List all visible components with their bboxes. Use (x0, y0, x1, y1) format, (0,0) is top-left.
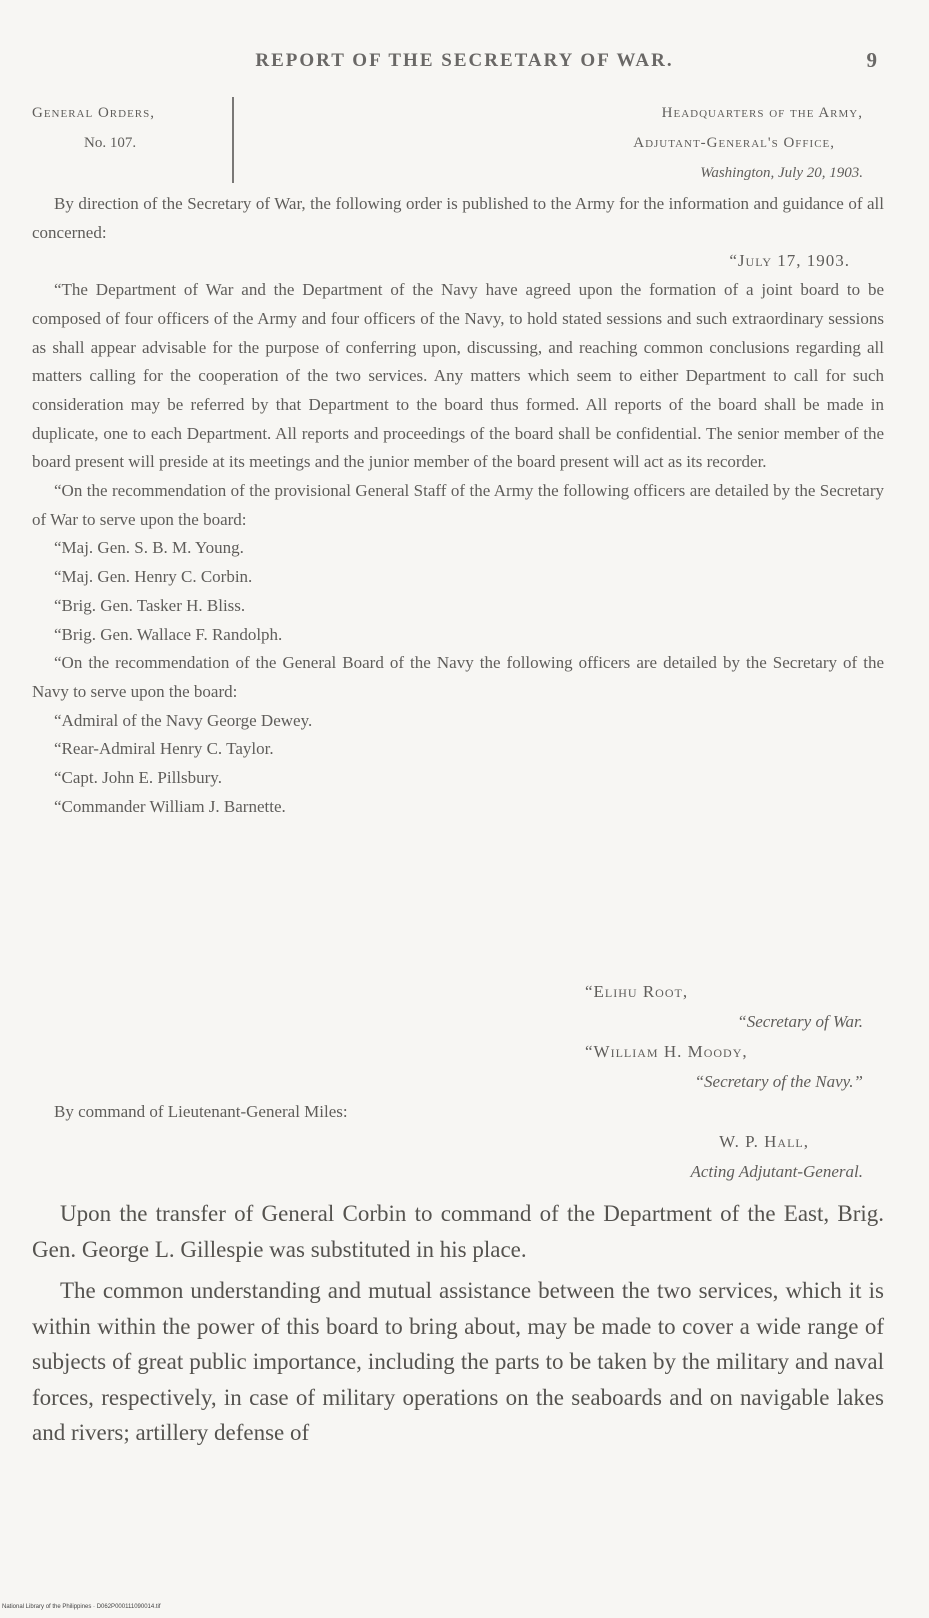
brace-divider (224, 97, 234, 183)
headquarters-block (633, 98, 863, 188)
order-label-block (32, 98, 155, 158)
report-body (32, 1196, 884, 1457)
running-head: REPORT OF THE SECRETARY OF WAR. (255, 50, 674, 71)
body-paragraph-2: The common understanding and mutual assistance between the two services, which it is within within the power of this board to bring about, may be made to cover a wide range of subjects of great public importance, including the parts to be taken by the military and naval forces, respectively, in case of military operations on the seaboards and on navigable lakes and rivers; artillery defense of (32, 1278, 884, 1445)
order-number: No. 107. (84, 135, 137, 151)
order-paragraph-2: “On the recommendation of the provisional General Staff of the Army the following officers are detailed by the Secretary of War to serve upon the board: (32, 481, 884, 529)
army-officer-item: “Brig. Gen. Wallace F. Randolph. (54, 624, 283, 644)
letter-date: “July 17, 1903. (729, 251, 850, 271)
order-paragraph-1: “The Department of War and the Department of the Navy have agreed upon the formation of a joint board to be composed of four officers of the Army and four officers of the Navy, to hold stated sessions and such extraordinary sessions as shall appear advisable for the purpose of conferring upon, discussing, and reaching common conclusions regarding all matters calling for the cooperation of the two services. Any matters which seem to either Department to call for such consideration may be referred by that Department to the board thus formed. All reports of the board shall be made in duplicate, one to each Department. All reports and proceedings of the board shall be confidential. The senior member of the board present will preside at its meetings and the junior member of the board present will act as its recorder. (32, 280, 884, 472)
general-orders-label: General Orders, (32, 105, 156, 121)
army-officer-item: “Maj. Gen. S. B. M. Young. (54, 538, 244, 558)
navy-paragraph: “On the recommendation of the General Board of the Navy the following officers are detailed by the Secretary of the Navy to serve upon the board: (32, 653, 884, 701)
navy-officer-item: “Commander William J. Barnette. (54, 796, 286, 816)
order-text (32, 190, 884, 821)
army-officer-item: “Maj. Gen. Henry C. Corbin. (54, 567, 253, 587)
command-line: By command of Lieutenant-General Miles: (54, 1102, 348, 1121)
navy-officer-item: “Capt. John E. Pillsbury. (54, 768, 222, 788)
signature-moody-title: “Secretary of the Navy.” (694, 1072, 863, 1091)
intro-paragraph: By direction of the Secretary of War, the following order is published to the Army for the information and guidance of all concerned: (32, 194, 884, 242)
navy-officer-item: “Rear-Admiral Henry C. Taylor. (54, 739, 274, 759)
scan-footer: National Library of the Philippines · D062P000111090014.tif (2, 1604, 161, 1610)
navy-officer-item: “Admiral of the Navy George Dewey. (54, 710, 313, 730)
hq-line-2: Adjutant-General's Office, (633, 135, 835, 151)
army-officer-item: “Brig. Gen. Tasker H. Bliss. (54, 595, 246, 615)
signature-root-name: “Elihu Root, (585, 982, 689, 1001)
signature-moody-name: “William H. Moody, (585, 1042, 748, 1061)
body-paragraph-1: Upon the transfer of General Corbin to command of the Department of the East, Brig. Gen. George L. Gillespie was substituted in his place. (32, 1201, 884, 1262)
signature-hall-name: W. P. Hall, (719, 1132, 809, 1151)
hq-line-1: Headquarters of the Army, (661, 105, 863, 121)
signature-hall-title: Acting Adjutant-General. (690, 1162, 863, 1181)
signature-root-title: “Secretary of War. (737, 1012, 863, 1031)
place-date: Washington, July 20, 1903. (700, 165, 863, 181)
page-number: 9 (866, 48, 877, 72)
